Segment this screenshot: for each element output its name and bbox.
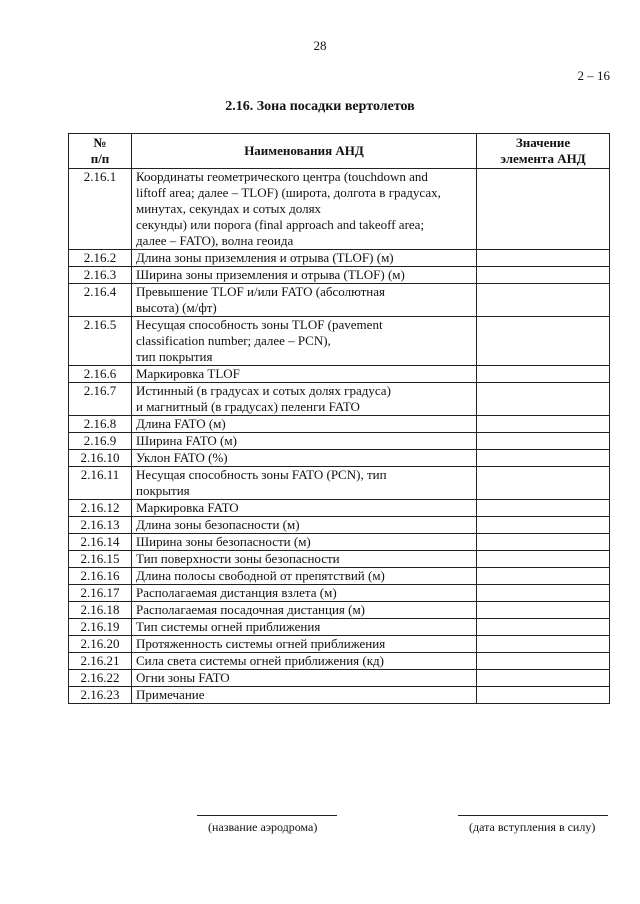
row-number-cell: 2.16.22 (69, 670, 132, 687)
table-row (69, 500, 610, 517)
row-value-cell (477, 450, 610, 467)
row-number-cell: 2.16.20 (69, 636, 132, 653)
row-value-cell (477, 467, 610, 500)
row-value-cell (477, 534, 610, 551)
row-value-cell (477, 284, 610, 317)
table-row (69, 636, 610, 653)
table-row (69, 366, 610, 383)
aeronautical-data-table (68, 133, 610, 704)
table-row (69, 450, 610, 467)
table-row (69, 169, 610, 250)
row-name-cell: Превышение TLOF и/или FATO (абсолютная высота) (м/фт) (132, 284, 477, 317)
row-number-cell: 2.16.19 (69, 619, 132, 636)
row-name-cell: Маркировка FATO (132, 500, 477, 517)
row-name-cell: Располагаемая дистанция взлета (м) (132, 585, 477, 602)
row-name-cell: Координаты геометрического центра (touchdown and liftoff area; далее – TLOF) (широта, долгота в градусах, минутах, секундах и сотых долях секунды) или порога (final approach and takeoff area; далее – FATO), волна геоида (132, 169, 477, 250)
row-value-cell (477, 416, 610, 433)
table-row (69, 383, 610, 416)
table-row (69, 534, 610, 551)
table-row (69, 653, 610, 670)
row-name-cell: Длина зоны безопасности (м) (132, 517, 477, 534)
effective-date-caption: (дата вступления в силу) (469, 820, 596, 834)
row-name-cell: Протяженность системы огней приближения (132, 636, 477, 653)
table-body (69, 169, 610, 704)
table-row (69, 267, 610, 284)
row-name-cell: Ширина зоны безопасности (м) (132, 534, 477, 551)
row-value-cell (477, 687, 610, 704)
row-value-cell (477, 551, 610, 568)
row-value-cell (477, 366, 610, 383)
row-value-cell (477, 317, 610, 366)
row-name-cell: Длина FATO (м) (132, 416, 477, 433)
row-value-cell (477, 267, 610, 284)
table-row (69, 619, 610, 636)
section-title: 2.16. Зона посадки вертолетов (225, 99, 415, 114)
row-number-cell: 2.16.12 (69, 500, 132, 517)
table-row (69, 602, 610, 619)
row-name-cell: Тип поверхности зоны безопасности (132, 551, 477, 568)
row-name-cell: Маркировка TLOF (132, 366, 477, 383)
table-row (69, 551, 610, 568)
row-number-cell: 2.16.5 (69, 317, 132, 366)
header-value: Значение элемента АНД (477, 134, 610, 169)
row-number-cell: 2.16.9 (69, 433, 132, 450)
page-number: 28 (313, 38, 327, 53)
row-number-cell: 2.16.16 (69, 568, 132, 585)
table-row (69, 433, 610, 450)
table-row (69, 687, 610, 704)
table-row (69, 585, 610, 602)
row-value-cell (477, 500, 610, 517)
row-number-cell: 2.16.15 (69, 551, 132, 568)
header-number: № п/п (69, 134, 132, 169)
table-row (69, 250, 610, 267)
row-number-cell: 2.16.23 (69, 687, 132, 704)
table-row (69, 284, 610, 317)
row-name-cell: Длина зоны приземления и отрыва (TLOF) (м) (132, 250, 477, 267)
row-value-cell (477, 653, 610, 670)
row-name-cell: Истинный (в градусах и сотых долях градуса) и магнитный (в градусах) пеленги FATO (132, 383, 477, 416)
row-value-cell (477, 517, 610, 534)
row-number-cell: 2.16.21 (69, 653, 132, 670)
aerodrome-name-line (197, 815, 337, 816)
row-number-cell: 2.16.11 (69, 467, 132, 500)
table-header-row (69, 134, 610, 169)
row-number-cell: 2.16.17 (69, 585, 132, 602)
row-number-cell: 2.16.18 (69, 602, 132, 619)
row-name-cell: Несущая способность зоны TLOF (pavement classification number; далее – PCN), тип покрытия (132, 317, 477, 366)
header-name: Наименования АНД (132, 134, 477, 169)
row-name-cell: Тип системы огней приближения (132, 619, 477, 636)
row-value-cell (477, 250, 610, 267)
row-number-cell: 2.16.6 (69, 366, 132, 383)
row-value-cell (477, 670, 610, 687)
row-number-cell: 2.16.13 (69, 517, 132, 534)
table-row (69, 317, 610, 366)
row-name-cell: Примечание (132, 687, 477, 704)
aerodrome-name-caption: (название аэродрома) (208, 820, 318, 834)
table-row (69, 568, 610, 585)
row-number-cell: 2.16.3 (69, 267, 132, 284)
row-name-cell: Уклон FATO (%) (132, 450, 477, 467)
row-value-cell (477, 383, 610, 416)
row-value-cell (477, 169, 610, 250)
row-number-cell: 2.16.2 (69, 250, 132, 267)
row-name-cell: Огни зоны FATO (132, 670, 477, 687)
row-name-cell: Располагаемая посадочная дистанция (м) (132, 602, 477, 619)
row-value-cell (477, 568, 610, 585)
document-code: 2 – 16 (577, 68, 610, 83)
row-number-cell: 2.16.1 (69, 169, 132, 250)
row-value-cell (477, 602, 610, 619)
table-row (69, 467, 610, 500)
table-header (69, 134, 610, 169)
row-value-cell (477, 636, 610, 653)
row-value-cell (477, 619, 610, 636)
row-number-cell: 2.16.10 (69, 450, 132, 467)
row-name-cell: Ширина зоны приземления и отрыва (TLOF) (м) (132, 267, 477, 284)
row-name-cell: Несущая способность зоны FATO (PCN), тип покрытия (132, 467, 477, 500)
row-value-cell (477, 585, 610, 602)
row-number-cell: 2.16.14 (69, 534, 132, 551)
row-number-cell: 2.16.4 (69, 284, 132, 317)
row-number-cell: 2.16.8 (69, 416, 132, 433)
row-number-cell: 2.16.7 (69, 383, 132, 416)
effective-date-line (458, 815, 608, 816)
row-value-cell (477, 433, 610, 450)
table-row (69, 670, 610, 687)
row-name-cell: Сила света системы огней приближения (кд) (132, 653, 477, 670)
row-name-cell: Ширина FATO (м) (132, 433, 477, 450)
table-row (69, 416, 610, 433)
table-row (69, 517, 610, 534)
row-name-cell: Длина полосы свободной от препятствий (м) (132, 568, 477, 585)
